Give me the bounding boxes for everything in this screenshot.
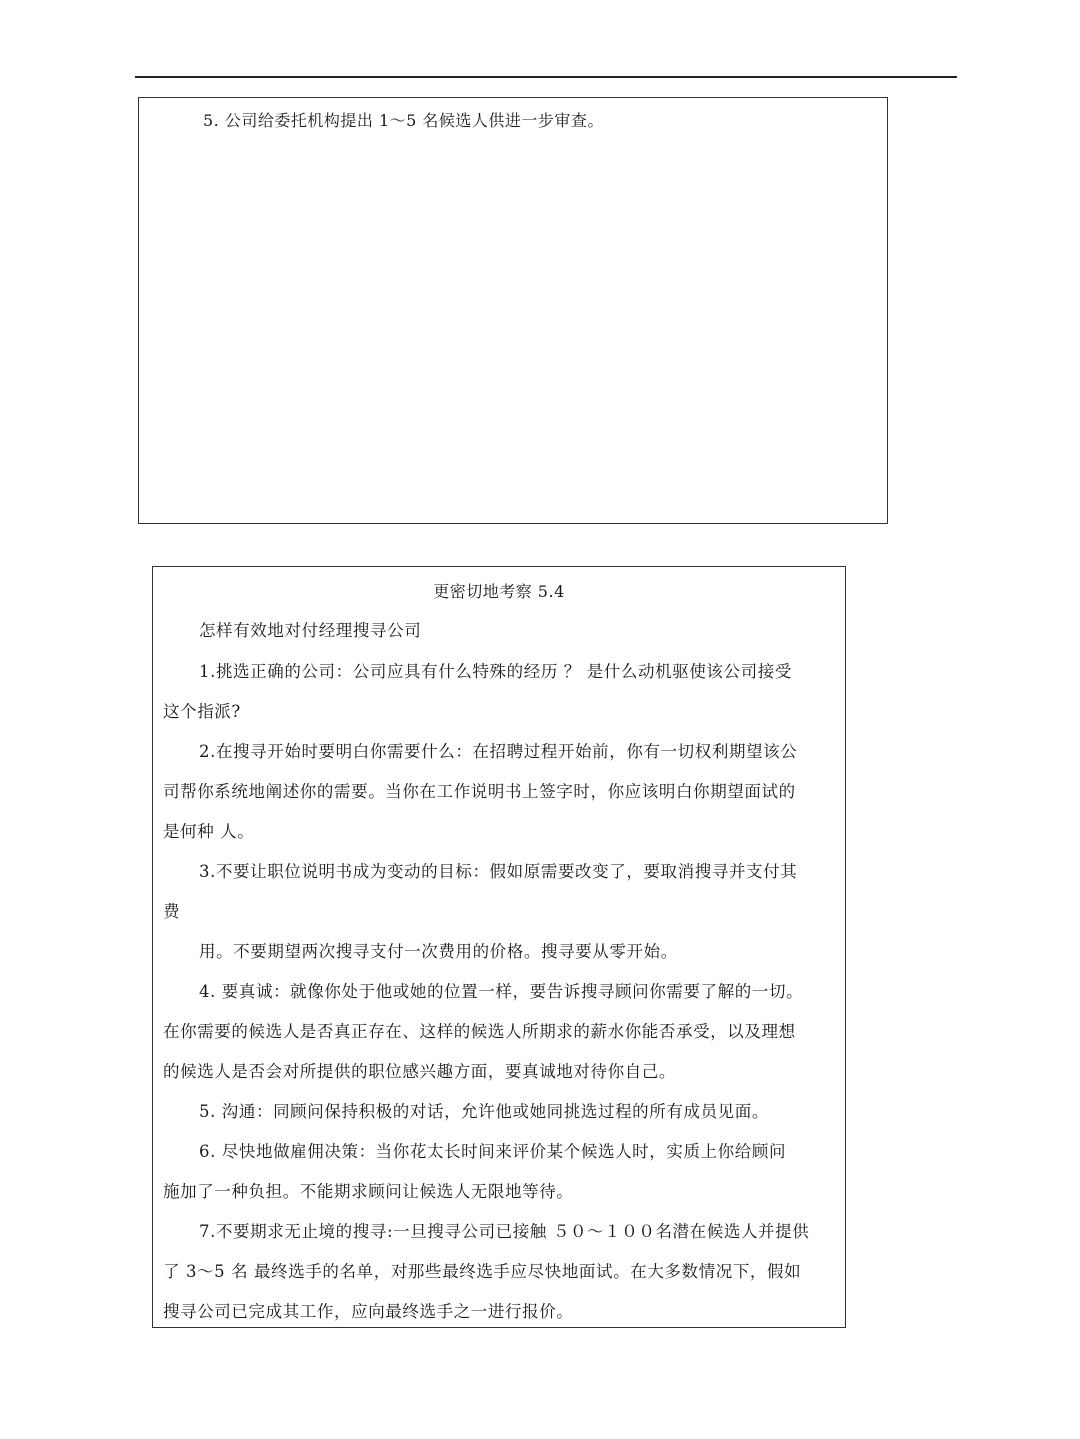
step-5-text: 5. 公司给委托机构提出 1～5 名候选人供进一步审查。 bbox=[203, 111, 604, 130]
text-line: 司帮你系统地阐述你的需要。当你在工作说明书上签字时，你应该明白你期望面试的 bbox=[163, 782, 796, 801]
text-line: 5. 沟通：同顾问保持积极的对话，允许他或她同挑选过程的所有成员见面。 bbox=[199, 1102, 769, 1121]
text-line: 这个指派? bbox=[163, 702, 241, 721]
header-rule bbox=[135, 76, 957, 78]
box-title: 更密切地考察 5.4 bbox=[433, 582, 565, 601]
text-line: 的候选人是否会对所提供的职位感兴趣方面，要真诚地对待你自己。 bbox=[163, 1062, 676, 1081]
text-line: 7.不要期求无止境的搜寻:一旦搜寻公司已接触 ５０～１００名潜在候选人并提供 bbox=[199, 1222, 810, 1241]
text-line: 2.在搜寻开始时要明白你需要什么：在招聘过程开始前，你有一切权利期望该公 bbox=[199, 742, 798, 761]
section-heading: 怎样有效地对付经理搜寻公司 bbox=[199, 621, 422, 640]
content-box-closer-look bbox=[152, 566, 846, 1328]
text-line: 施加了一种负担。不能期求顾问让候选人无限地等待。 bbox=[163, 1182, 574, 1201]
text-line: 6. 尽快地做雇佣决策：当你花太长时间来评价某个候选人时，实质上你给顾问 bbox=[199, 1142, 787, 1161]
text-line: 是何种 人。 bbox=[163, 822, 255, 841]
text-line: 用。不要期望两次搜寻支付一次费用的价格。搜寻要从零开始。 bbox=[199, 942, 678, 961]
text-line: 在你需要的候选人是否真正存在、这样的候选人所期求的薪水你能否承受，以及理想 bbox=[163, 1022, 796, 1041]
text-line: 了 3～5 名 最终选手的名单，对那些最终选手应尽快地面试。在大多数情况下，假如 bbox=[163, 1262, 802, 1281]
text-line: 4. 要真诚：就像你处于他或她的位置一样，要告诉搜寻顾问你需要了解的一切。 bbox=[199, 982, 804, 1001]
text-line: 1.挑选正确的公司：公司应具有什么特殊的经历 ？ 是什么动机驱使该公司接受 bbox=[199, 662, 792, 681]
text-line: 费 bbox=[163, 902, 181, 921]
text-line: 3.不要让职位说明书成为变动的目标：假如原需要改变了，要取消搜寻并支付其 bbox=[199, 862, 798, 881]
content-box-top bbox=[138, 97, 888, 524]
text-line: 搜寻公司已完成其工作，应向最终选手之一进行报价。 bbox=[163, 1302, 574, 1321]
